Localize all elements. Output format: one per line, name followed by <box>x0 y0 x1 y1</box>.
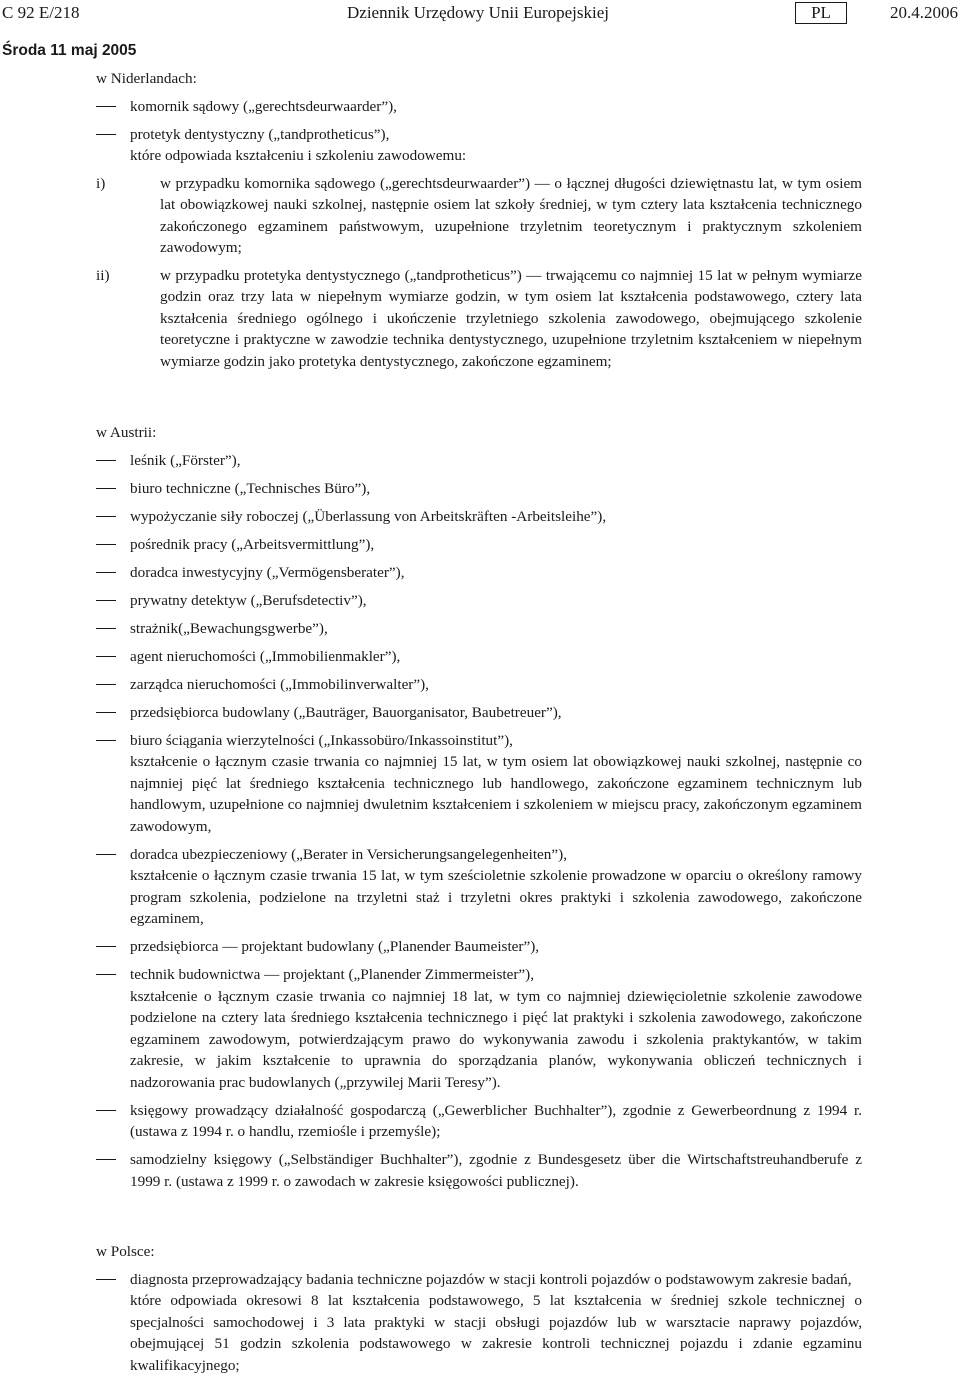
dash-marker <box>96 974 116 975</box>
list-item <box>96 506 862 528</box>
publication-date: 20.4.2006 <box>890 3 958 22</box>
list-item <box>96 478 862 500</box>
roman-item <box>96 265 862 373</box>
item-detail: które odpowiada okresowi 8 lat kształcenia podstawowego, 5 lat kształcenia w średniej szkole technicznej o specjalności samochodowej i 3 lata praktyki w stacji obsługi pojazdów lub w warsztacie naprawy pojazdów, obejmującej 51 godzin szkolenia podstawowego w zakresie kontroli technicznej pojazdu i zdanie egzaminu kwalifikacyjnego; <box>130 1292 862 1374</box>
item-text: przedsiębiorca — projektant budowlany („Planender Baumeister”), <box>130 938 540 955</box>
item-text: pośrednik pracy („Arbeitsvermittlung”), <box>130 535 375 553</box>
dash-marker <box>96 656 116 657</box>
edition-date: Środa 11 maj 2005 <box>2 42 137 59</box>
dash-marker <box>96 684 116 685</box>
list-item <box>96 964 862 1093</box>
dash-marker <box>96 1110 116 1111</box>
item-text: biuro techniczne („Technisches Büro”), <box>130 479 371 497</box>
dash-marker <box>96 544 116 545</box>
section-heading: w Niderlandach: <box>96 70 197 87</box>
item-text: agent nieruchomości („Immobilienmakler”), <box>130 647 401 665</box>
dash-marker <box>96 712 116 713</box>
item-text: diagnosta przeprowadzający badania techniczne pojazdów w stacji kontroli pojazdów o podstawowym zakresie badań, <box>130 1270 852 1288</box>
item-detail: kształcenie o łącznym czasie trwania co najmniej 18 lat, w tym co najmniej dziewięcioletnie szkolenie zawodowe podzielone na cztery lata średniego kształcenia technicznego i pięć lat praktyki i szkolenia zawodowego, zakończone egzaminem zawodowym, potwierdzającym prawo do wykonywania zawodu i szkolenia praktykantów, w takim zakresie, w jakim kształcenie to uprawnia do sporządzania planów, wykonywania obliczeń technicznych i nadzorowania prac budowlanych („przywilej Marii Teresy”). <box>130 987 862 1091</box>
list-item <box>96 844 862 930</box>
list-item <box>96 674 862 696</box>
list-item <box>96 1100 862 1143</box>
item-text: komornik sądowy („gerechtsdeurwaarder”), <box>130 97 397 115</box>
dash-list <box>96 96 862 373</box>
item-text: przedsiębiorca budowlany („Bauträger, Bauorganisator, Baubetreuer”), <box>130 703 562 721</box>
dash-marker <box>96 946 116 947</box>
dash-list <box>96 1269 862 1377</box>
page-header <box>0 2 960 26</box>
dash-marker <box>96 488 116 489</box>
item-text: doradca inwestycyjny („Vermögensberater”), <box>130 563 405 581</box>
dash-marker <box>96 740 116 741</box>
roman-item <box>96 173 862 259</box>
roman-list <box>96 173 862 373</box>
item-text: leśnik („Förster”), <box>130 451 241 469</box>
list-item <box>96 450 862 472</box>
dash-marker <box>96 600 116 601</box>
dash-marker <box>96 516 116 517</box>
roman-numeral: i) <box>96 174 106 192</box>
item-text: zarządca nieruchomości („Immobilinverwalter”), <box>130 675 429 693</box>
section-poland <box>96 1241 862 1376</box>
language-badge: PL <box>795 2 847 24</box>
dash-marker <box>96 460 116 461</box>
section-netherlands <box>96 68 862 372</box>
dash-marker <box>96 134 116 135</box>
dash-marker <box>96 106 116 107</box>
section-heading: w Polsce: <box>96 1243 155 1260</box>
list-item <box>96 1269 862 1377</box>
list-item <box>96 562 862 584</box>
roman-numeral: ii) <box>96 266 110 284</box>
item-detail: kształcenie o łącznym czasie trwania 15 lat, w tym sześcioletnie szkolenie prowadzone w oparciu o określony ramowy program szkolenia, podzielone na trzyletni staż i trzyletni okres praktyki i szkolenia zawodowego, zakończone egzaminem, <box>130 867 862 927</box>
list-item <box>96 96 862 118</box>
item-text: wypożyczanie siły roboczej („Überlassung von Arbeitskräften -Arbeitsleihe”), <box>130 507 607 525</box>
item-text: doradca ubezpieczeniowy („Berater in Versicherungsangelegenheiten”), <box>130 845 567 863</box>
item-text: biuro ściągania wierzytelności („Inkassobüro/Inkassoinstitut”), <box>130 731 513 749</box>
list-item <box>96 702 862 724</box>
list-item <box>96 124 862 373</box>
item-text: księgowy prowadzący działalność gospodarczą („Gewerblicher Buchhalter”), zgodnie z Gewerbeordnung z 1994 r. (ustawa z 1994 r. o handlu, rzemiośle i przemyśle); <box>130 1101 862 1140</box>
item-detail: kształcenie o łącznym czasie trwania co najmniej 15 lat, w tym osiem lat obowiązkowej nauki szkolnej, następnie co najmniej pięć lat średniego kształcenia technicznego lub handlowego, zakończone egzaminem technicznym lub handlowym, uzupełnione co najmniej dwuletnim kształceniem i szkoleniem w miejscu pracy, zakończonym egzaminem zawodowym, <box>130 753 862 835</box>
item-text: samodzielny księgowy („Selbständiger Buchhalter”), zgodnie z Bundesgesetz über die Wirtschaftstreuhandberufe z 1999 r. (ustawa z 1999 r. o zawodach w zakresie księgowości publicznej). <box>130 1151 862 1190</box>
item-text: technik budownictwa — projektant („Planender Zimmermeister”), <box>130 966 535 983</box>
list-item <box>96 590 862 612</box>
item-detail: które odpowiada kształceniu i szkoleniu zawodowemu: <box>130 147 467 164</box>
dash-list <box>96 450 862 1193</box>
list-item <box>96 534 862 556</box>
item-text: strażnik(„Bewachungsgwerbe”), <box>130 619 328 637</box>
section-austria <box>96 422 862 1192</box>
dash-marker <box>96 854 116 855</box>
item-text: prywatny detektyw („Berufsdetectiv”), <box>130 591 367 609</box>
document-body <box>96 68 862 1376</box>
dash-marker <box>96 1279 116 1280</box>
section-heading: w Austrii: <box>96 424 157 441</box>
dash-marker <box>96 1159 116 1160</box>
journal-reference: C 92 E/218 <box>2 3 80 22</box>
dash-marker <box>96 628 116 629</box>
item-text: protetyk dentystyczny („tandprotheticus”), <box>130 125 390 143</box>
list-item <box>96 646 862 668</box>
list-item <box>96 936 862 958</box>
list-item <box>96 1149 862 1192</box>
journal-title: Dziennik Urzędowy Unii Europejskiej <box>347 3 610 22</box>
list-item <box>96 730 862 838</box>
list-item <box>96 618 862 640</box>
roman-item-text: w przypadku komornika sądowego („gerechtsdeurwaarder”) — o łącznej długości dziewiętnastu lat, w tym osiem lat obowiązkowej nauki szkolnej, następnie osiem lat szkoły średniej, w tym cztery lata kształcenia technicznego zakończonego egzaminem państwowym, uzupełnione trzyletnim teoretycznym i praktycznym szkoleniem zawodowym; <box>160 174 862 256</box>
dash-marker <box>96 572 116 573</box>
roman-item-text: w przypadku protetyka dentystycznego („tandprotheticus”) — trwającemu co najmniej 15 lat w pełnym wymiarze godzin oraz trzy lata w niepełnym wymiarze godzin, w tym osiem lat kształcenia podstawowego, cztery lata kształcenia średniego ogólnego i ukończenie trzyletniego szkolenia zawodowego, obejmującego szkolenie teoretyczne i praktyczne w zawodzie technika dentystycznego, uzupełnione trzyletnim kształceniem w niepełnym wymiarze godzin jako protetyka dentystycznego, zakończone egzaminem; <box>160 266 862 370</box>
